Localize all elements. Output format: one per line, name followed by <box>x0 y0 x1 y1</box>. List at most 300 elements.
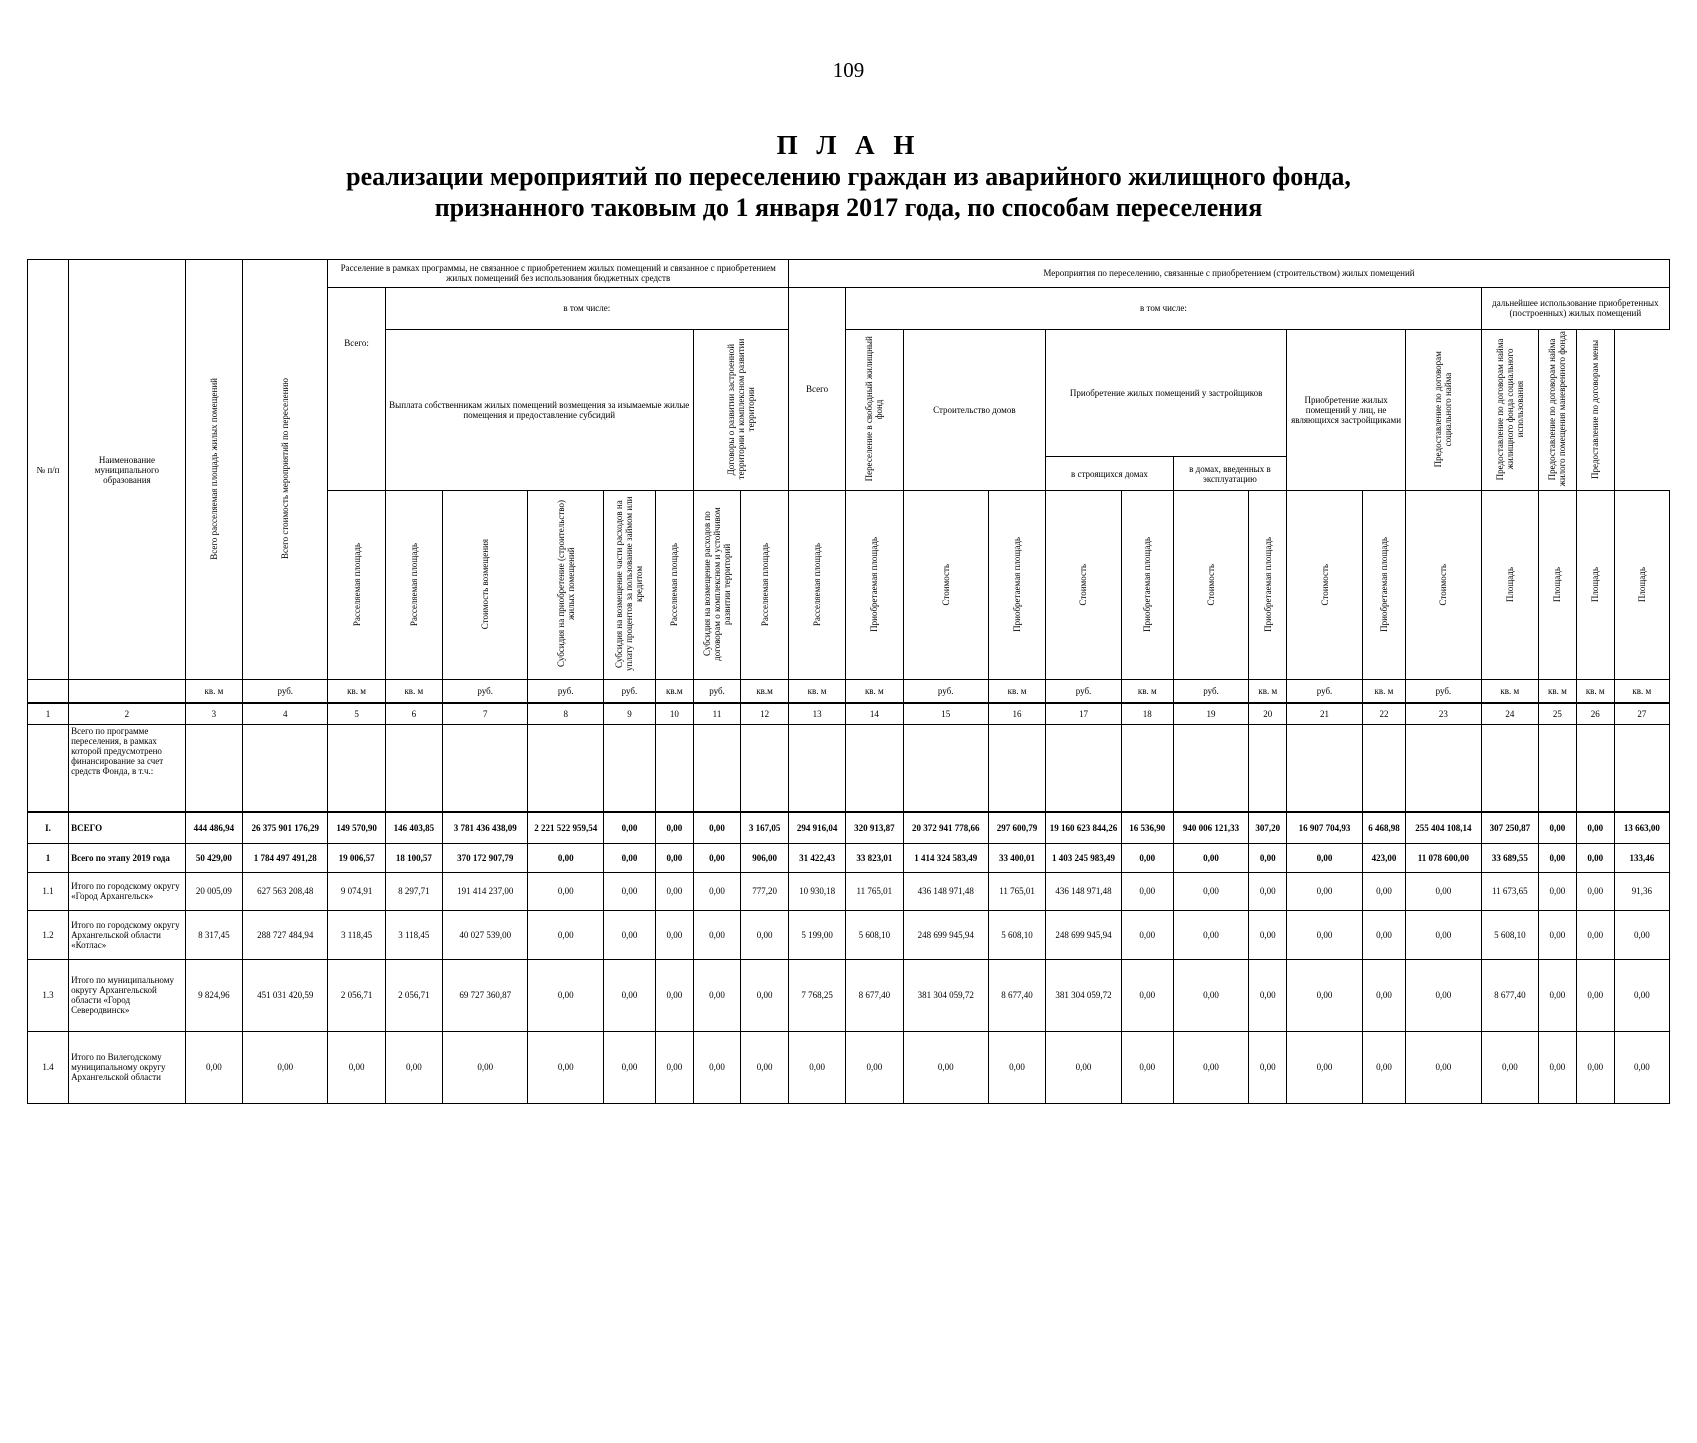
col-number: 23 <box>1406 703 1482 724</box>
row-name: Итого по Вилегодскому муниципальному округу Архангельской области <box>69 1031 186 1103</box>
intro-empty <box>243 724 328 811</box>
row-value: 320 913,87 <box>846 812 903 844</box>
unit-cell: кв. м <box>1249 680 1287 703</box>
row-value: 7 768,25 <box>788 959 845 1031</box>
unit-cell: руб. <box>443 680 528 703</box>
row-value: 0,00 <box>528 1031 604 1103</box>
row-value: 9 074,91 <box>328 872 385 910</box>
row-value: 191 414 237,00 <box>443 872 528 910</box>
intro-empty <box>1614 724 1669 811</box>
col-number: 16 <box>988 703 1045 724</box>
header-dalneyshee: дальнейшее использование приобретенных (построенных) жилых помещений <box>1481 287 1669 329</box>
row-value: 940 006 121,33 <box>1173 812 1249 844</box>
header-stroitelstvo: Строительство домов <box>903 330 1046 491</box>
row-value: 0,00 <box>1173 910 1249 959</box>
col-number: 17 <box>1046 703 1122 724</box>
col-number: 4 <box>243 703 328 724</box>
row-value: 0,00 <box>604 812 656 844</box>
row-value: 0,00 <box>655 910 693 959</box>
col-label-text-17: Стоимость <box>1078 563 1089 606</box>
row-value: 9 824,96 <box>185 959 242 1031</box>
row-value: 0,00 <box>1121 959 1173 1031</box>
row-value: 11 765,01 <box>988 872 1045 910</box>
col-number: 21 <box>1287 703 1363 724</box>
row-value: 0,00 <box>1481 1031 1538 1103</box>
col-label-12 <box>741 491 789 680</box>
row-value: 0,00 <box>655 872 693 910</box>
row-value: 3 167,05 <box>741 812 789 844</box>
row-value: 20 372 941 778,66 <box>903 812 988 844</box>
col-number: 3 <box>185 703 242 724</box>
table-body <box>28 703 1670 1103</box>
row-value: 91,36 <box>1614 872 1669 910</box>
row-value: 69 727 360,87 <box>443 959 528 1031</box>
col-number: 14 <box>846 703 903 724</box>
row-value: 0,00 <box>1249 959 1287 1031</box>
col-number: 13 <box>788 703 845 724</box>
unit-cell: кв. м <box>1576 680 1614 703</box>
row-value: 1 403 245 983,49 <box>1046 843 1122 872</box>
col-label-15 <box>903 491 988 680</box>
intro-empty <box>655 724 693 811</box>
row-value: 0,00 <box>1287 1031 1363 1103</box>
intro-empty <box>1538 724 1576 811</box>
row-value: 0,00 <box>1538 1031 1576 1103</box>
row-value: 0,00 <box>604 872 656 910</box>
row-value: 33 823,01 <box>846 843 903 872</box>
header-total-area: Всего расселяемая площадь жилых помещений <box>208 377 219 560</box>
row-value: 10 930,18 <box>788 872 845 910</box>
row-value: 11 078 600,00 <box>1406 843 1482 872</box>
col-number: 20 <box>1249 703 1287 724</box>
row-value: 255 404 108,14 <box>1406 812 1482 844</box>
intro-empty <box>693 724 741 811</box>
intro-empty <box>1287 724 1363 811</box>
col-label-13 <box>788 491 845 680</box>
col-label-5 <box>328 491 385 680</box>
row-value: 0,00 <box>1121 843 1173 872</box>
header-meny: Предоставление по договорам мены <box>1590 339 1601 479</box>
row-value: 307 250,87 <box>1481 812 1538 844</box>
page-number: 109 <box>832 58 865 82</box>
row-no: 1.3 <box>28 959 69 1031</box>
row-no: 1.4 <box>28 1031 69 1103</box>
row-value: 0,00 <box>1538 959 1576 1031</box>
row-value: 288 727 484,94 <box>243 910 328 959</box>
row-value: 0,00 <box>693 843 741 872</box>
intro-empty <box>1576 724 1614 811</box>
col-number: 7 <box>443 703 528 724</box>
row-value: 0,00 <box>1287 872 1363 910</box>
col-label-20 <box>1249 491 1287 680</box>
col-label-text-18: Приобретаемая площадь <box>1142 536 1153 632</box>
intro-empty <box>988 724 1045 811</box>
col-label-14 <box>846 491 903 680</box>
col-label-text-5: Расселяемая площадь <box>351 542 362 626</box>
row-value: 0,00 <box>1121 1031 1173 1103</box>
col-number: 11 <box>693 703 741 724</box>
col-label-text-10: Расселяемая площадь <box>669 542 680 626</box>
row-value: 8 677,40 <box>988 959 1045 1031</box>
row-value: 0,00 <box>1576 910 1614 959</box>
row-value: 0,00 <box>1287 910 1363 959</box>
row-value: 50 429,00 <box>185 843 242 872</box>
header-priobr-zastr: Приобретение жилых помещений у застройщиков <box>1046 330 1287 457</box>
col-number: 6 <box>385 703 442 724</box>
row-value: 0,00 <box>1173 1031 1249 1103</box>
header-naim-man: Предоставление по договорам найма жилого помещения маневренного фонда <box>1547 331 1568 487</box>
row-value: 0,00 <box>443 1031 528 1103</box>
col-label-18 <box>1121 491 1173 680</box>
intro-empty <box>741 724 789 811</box>
col-label-text-6: Расселяемая площадь <box>408 542 419 626</box>
col-label-25 <box>1538 491 1576 680</box>
unit-empty <box>69 680 186 703</box>
intro-empty <box>1362 724 1405 811</box>
row-value: 1 414 324 583,49 <box>903 843 988 872</box>
row-value: 2 056,71 <box>328 959 385 1031</box>
row-value: 0,00 <box>1406 959 1482 1031</box>
col-label-24 <box>1481 491 1538 680</box>
table-row <box>28 959 1670 1031</box>
col-number: 22 <box>1362 703 1405 724</box>
col-label-text-15: Стоимость <box>940 563 951 606</box>
col-label-text-22: Приобретаемая площадь <box>1378 536 1389 632</box>
col-number: 26 <box>1576 703 1614 724</box>
col-label-text-8: Субсидия на приобретение (строительство) жилых помещений <box>555 500 576 668</box>
col-number: 1 <box>28 703 69 724</box>
header-v-stroyash: в строящихся домах <box>1046 457 1174 491</box>
row-value: 0,00 <box>1121 910 1173 959</box>
row-value: 0,00 <box>604 910 656 959</box>
row-value: 20 005,09 <box>185 872 242 910</box>
row-value: 0,00 <box>1614 1031 1669 1103</box>
row-value: 0,00 <box>1614 910 1669 959</box>
col-label-text-16: Приобретаемая площадь <box>1012 536 1023 632</box>
col-number: 8 <box>528 703 604 724</box>
row-value: 0,00 <box>1538 910 1576 959</box>
unit-cell: кв. м <box>1481 680 1538 703</box>
row-value: 31 422,43 <box>788 843 845 872</box>
row-value: 11 765,01 <box>846 872 903 910</box>
row-value: 381 304 059,72 <box>1046 959 1122 1031</box>
row-value: 0,00 <box>1249 872 1287 910</box>
col-label-27 <box>1614 491 1669 680</box>
row-value: 26 375 901 176,29 <box>243 812 328 844</box>
intro-empty <box>1481 724 1538 811</box>
col-label-22 <box>1362 491 1405 680</box>
intro-empty <box>1046 724 1122 811</box>
row-value: 0,00 <box>1046 1031 1122 1103</box>
row-no: I. <box>28 812 69 844</box>
unit-cell: руб. <box>528 680 604 703</box>
row-value: 0,00 <box>528 910 604 959</box>
row-value: 133,46 <box>1614 843 1669 872</box>
unit-cell: кв. м <box>988 680 1045 703</box>
title-line-3: признанного таковым до 1 января 2017 года, по способам переселения <box>434 193 1263 222</box>
row-value: 0,00 <box>741 959 789 1031</box>
header-vsego-a: Всего: <box>328 287 385 491</box>
unit-cell: руб. <box>693 680 741 703</box>
row-value: 0,00 <box>528 959 604 1031</box>
col-label-text-20: Приобретаемая площадь <box>1262 536 1273 632</box>
row-name: Итого по муниципальному округу Архангельской области «Город Северодвинск» <box>69 959 186 1031</box>
row-value: 0,00 <box>1121 872 1173 910</box>
row-value: 0,00 <box>1173 843 1249 872</box>
table-row <box>28 910 1670 959</box>
row-value: 294 916,04 <box>788 812 845 844</box>
row-value: 248 699 945,94 <box>1046 910 1122 959</box>
intro-empty <box>903 724 988 811</box>
col-number: 2 <box>69 703 186 724</box>
row-value: 149 570,90 <box>328 812 385 844</box>
row-value: 146 403,85 <box>385 812 442 844</box>
row-value: 11 673,65 <box>1481 872 1538 910</box>
row-value: 8 317,45 <box>185 910 242 959</box>
intro-name: Всего по программе переселения, в рамках которой предусмотрено финансирование за счет средств Фонда, в т.ч.: <box>69 724 186 811</box>
col-number: 5 <box>328 703 385 724</box>
row-value: 0,00 <box>655 959 693 1031</box>
row-value: 436 148 971,48 <box>1046 872 1122 910</box>
unit-cell: кв.м <box>741 680 789 703</box>
unit-empty <box>28 680 69 703</box>
row-value: 906,00 <box>741 843 789 872</box>
row-value: 0,00 <box>1362 910 1405 959</box>
row-value: 19 006,57 <box>328 843 385 872</box>
row-value: 2 056,71 <box>385 959 442 1031</box>
row-value: 0,00 <box>1576 843 1614 872</box>
row-value: 297 600,79 <box>988 812 1045 844</box>
row-value: 0,00 <box>1538 812 1576 844</box>
row-value: 0,00 <box>1362 872 1405 910</box>
unit-cell: кв. м <box>1614 680 1669 703</box>
col-label-23 <box>1406 491 1482 680</box>
row-value: 18 100,57 <box>385 843 442 872</box>
row-value: 8 677,40 <box>1481 959 1538 1031</box>
row-value: 307,20 <box>1249 812 1287 844</box>
row-value: 0,00 <box>988 1031 1045 1103</box>
row-name: Всего по этапу 2019 года <box>69 843 186 872</box>
row-value: 248 699 945,94 <box>903 910 988 959</box>
unit-cell: руб. <box>1406 680 1482 703</box>
row-value: 0,00 <box>693 910 741 959</box>
header-incl-a: в том числе: <box>385 287 788 329</box>
row-value: 0,00 <box>1538 843 1576 872</box>
col-label-10 <box>655 491 693 680</box>
row-value: 0,00 <box>1576 812 1614 844</box>
row-value: 0,00 <box>1362 959 1405 1031</box>
col-number: 24 <box>1481 703 1538 724</box>
intro-empty <box>385 724 442 811</box>
col-label-text-25: Площадь <box>1552 566 1563 602</box>
row-value: 0,00 <box>1614 959 1669 1031</box>
row-value: 0,00 <box>693 959 741 1031</box>
unit-cell: руб. <box>604 680 656 703</box>
row-value: 40 027 539,00 <box>443 910 528 959</box>
intro-empty <box>788 724 845 811</box>
row-value: 0,00 <box>604 843 656 872</box>
row-value: 0,00 <box>903 1031 988 1103</box>
intro-empty <box>1121 724 1173 811</box>
unit-cell: кв. м <box>328 680 385 703</box>
col-label-text-21: Стоимость <box>1319 563 1330 606</box>
row-value: 0,00 <box>1173 872 1249 910</box>
intro-no <box>28 724 69 811</box>
col-number: 10 <box>655 703 693 724</box>
intro-empty <box>604 724 656 811</box>
row-value: 0,00 <box>1576 1031 1614 1103</box>
row-value: 451 031 420,59 <box>243 959 328 1031</box>
title-line-1: П Л А Н <box>776 130 921 160</box>
intro-empty <box>528 724 604 811</box>
row-value: 0,00 <box>1249 843 1287 872</box>
unit-cell: руб. <box>1173 680 1249 703</box>
header-group-b: Мероприятия по переселению, связанные с приобретением (строительством) жилых помещений <box>788 260 1669 288</box>
row-value: 6 468,98 <box>1362 812 1405 844</box>
col-number: 19 <box>1173 703 1249 724</box>
row-value: 381 304 059,72 <box>903 959 988 1031</box>
unit-cell: руб. <box>1287 680 1363 703</box>
unit-cell: кв. м <box>788 680 845 703</box>
row-value: 5 608,10 <box>988 910 1045 959</box>
col-label-text-27: Площадь <box>1636 566 1647 602</box>
row-no: 1.1 <box>28 872 69 910</box>
col-label-26 <box>1576 491 1614 680</box>
col-label-text-7: Стоимость возмещения <box>480 539 491 630</box>
col-label-7 <box>443 491 528 680</box>
row-value: 0,00 <box>1406 910 1482 959</box>
row-value: 3 781 436 438,09 <box>443 812 528 844</box>
row-value: 8 297,71 <box>385 872 442 910</box>
row-value: 1 784 497 491,28 <box>243 843 328 872</box>
row-value: 0,00 <box>788 1031 845 1103</box>
document-title <box>0 130 1697 223</box>
col-number: 9 <box>604 703 656 724</box>
intro-empty <box>1173 724 1249 811</box>
col-label-9 <box>604 491 656 680</box>
row-value: 444 486,94 <box>185 812 242 844</box>
row-value: 16 907 704,93 <box>1287 812 1363 844</box>
col-number: 15 <box>903 703 988 724</box>
col-label-text-19: Стоимость <box>1206 563 1217 606</box>
header-v-vvedennyh: в домах, введенных в эксплуатацию <box>1173 457 1286 491</box>
row-value: 33 689,55 <box>1481 843 1538 872</box>
table-row <box>28 1031 1670 1103</box>
unit-cell: кв. м <box>1362 680 1405 703</box>
header-priobr-lic: Приобретение жилых помещений у лиц, не являющихся застройщиками <box>1287 330 1406 491</box>
table-header <box>28 260 1670 704</box>
row-value: 0,00 <box>1249 1031 1287 1103</box>
row-value: 0,00 <box>528 843 604 872</box>
header-svob: Переселение в свободный жилищный фонд <box>864 336 885 482</box>
col-label-text-12: Расселяемая площадь <box>759 542 770 626</box>
header-vsego-b: Всего <box>788 287 845 491</box>
unit-cell: руб. <box>903 680 988 703</box>
intro-empty <box>443 724 528 811</box>
row-value: 8 677,40 <box>846 959 903 1031</box>
col-label-text-24: Площадь <box>1504 566 1515 602</box>
row-name: Итого по городскому округу «Город Архангельск» <box>69 872 186 910</box>
header-vyplata: Выплата собственникам жилых помещений возмещения за изымаемые жилые помещения и предоставление субсидий <box>385 330 693 491</box>
row-value: 0,00 <box>741 910 789 959</box>
col-label-16 <box>988 491 1045 680</box>
unit-cell: кв. м <box>1121 680 1173 703</box>
row-value: 0,00 <box>604 1031 656 1103</box>
row-value: 777,20 <box>741 872 789 910</box>
col-label-text-11: Субсидия на возмещение расходов по договорам о комплексном и устойчивом развитии территорий <box>702 507 732 662</box>
intro-empty <box>846 724 903 811</box>
row-value: 0,00 <box>693 872 741 910</box>
col-number: 12 <box>741 703 789 724</box>
row-name: Итого по городскому округу Архангельской области «Котлас» <box>69 910 186 959</box>
plan-table <box>27 259 1670 1104</box>
col-label-17 <box>1046 491 1122 680</box>
row-no: 1.2 <box>28 910 69 959</box>
row-value: 0,00 <box>1576 872 1614 910</box>
row-value: 3 118,45 <box>328 910 385 959</box>
intro-empty <box>185 724 242 811</box>
intro-empty <box>1406 724 1482 811</box>
row-value: 0,00 <box>243 1031 328 1103</box>
row-value: 5 199,00 <box>788 910 845 959</box>
unit-cell: руб. <box>1046 680 1122 703</box>
row-value: 0,00 <box>1287 959 1363 1031</box>
row-value: 423,00 <box>1362 843 1405 872</box>
row-value: 0,00 <box>1173 959 1249 1031</box>
title-line-2: реализации мероприятий по переселению граждан из аварийного жилищного фонда, <box>346 162 1351 191</box>
col-label-text-23: Стоимость <box>1438 563 1449 606</box>
header-mo-name: Наименование муниципального образования <box>69 260 186 680</box>
row-value: 0,00 <box>385 1031 442 1103</box>
unit-cell: кв. м <box>185 680 242 703</box>
row-value: 0,00 <box>655 1031 693 1103</box>
row-name: ВСЕГО <box>69 812 186 844</box>
row-value: 13 663,00 <box>1614 812 1669 844</box>
intro-empty <box>328 724 385 811</box>
row-value: 3 118,45 <box>385 910 442 959</box>
col-number: 25 <box>1538 703 1576 724</box>
row-value: 0,00 <box>1406 1031 1482 1103</box>
row-value: 370 172 907,79 <box>443 843 528 872</box>
col-label-text-9: Субсидия на возмещение части расходов на уплату процентов за пользование займом или кредитом <box>614 497 645 672</box>
row-value: 5 608,10 <box>1481 910 1538 959</box>
intro-empty <box>1249 724 1287 811</box>
row-value: 0,00 <box>328 1031 385 1103</box>
row-no: 1 <box>28 843 69 872</box>
row-value: 0,00 <box>1362 1031 1405 1103</box>
row-value: 436 148 971,48 <box>903 872 988 910</box>
header-soc-naim: Предоставление по договорам социального найма <box>1433 351 1454 468</box>
col-label-text-13: Расселяемая площадь <box>812 542 823 626</box>
row-value: 2 221 522 959,54 <box>528 812 604 844</box>
row-value: 0,00 <box>655 843 693 872</box>
header-no: № п/п <box>28 260 69 680</box>
col-number: 18 <box>1121 703 1173 724</box>
row-value: 0,00 <box>693 812 741 844</box>
col-label-21 <box>1287 491 1363 680</box>
col-label-8 <box>528 491 604 680</box>
table-row <box>28 843 1670 872</box>
unit-cell: кв.м <box>655 680 693 703</box>
row-value: 0,00 <box>693 1031 741 1103</box>
row-value: 0,00 <box>1406 872 1482 910</box>
col-label-text-14: Приобретаемая площадь <box>869 536 880 632</box>
header-group-a: Расселение в рамках программы, не связанное с приобретением жилых помещений и связанное с приобретением жилых помещений без использования бюджетных средств <box>328 260 789 288</box>
header-total-cost: Всего стоимость мероприятий по переселению <box>280 378 291 560</box>
header-naim-soc-isp: Предоставление по договорам найма жилищного фонда социального использования <box>1494 338 1525 481</box>
row-value: 0,00 <box>655 812 693 844</box>
row-value: 0,00 <box>1538 872 1576 910</box>
